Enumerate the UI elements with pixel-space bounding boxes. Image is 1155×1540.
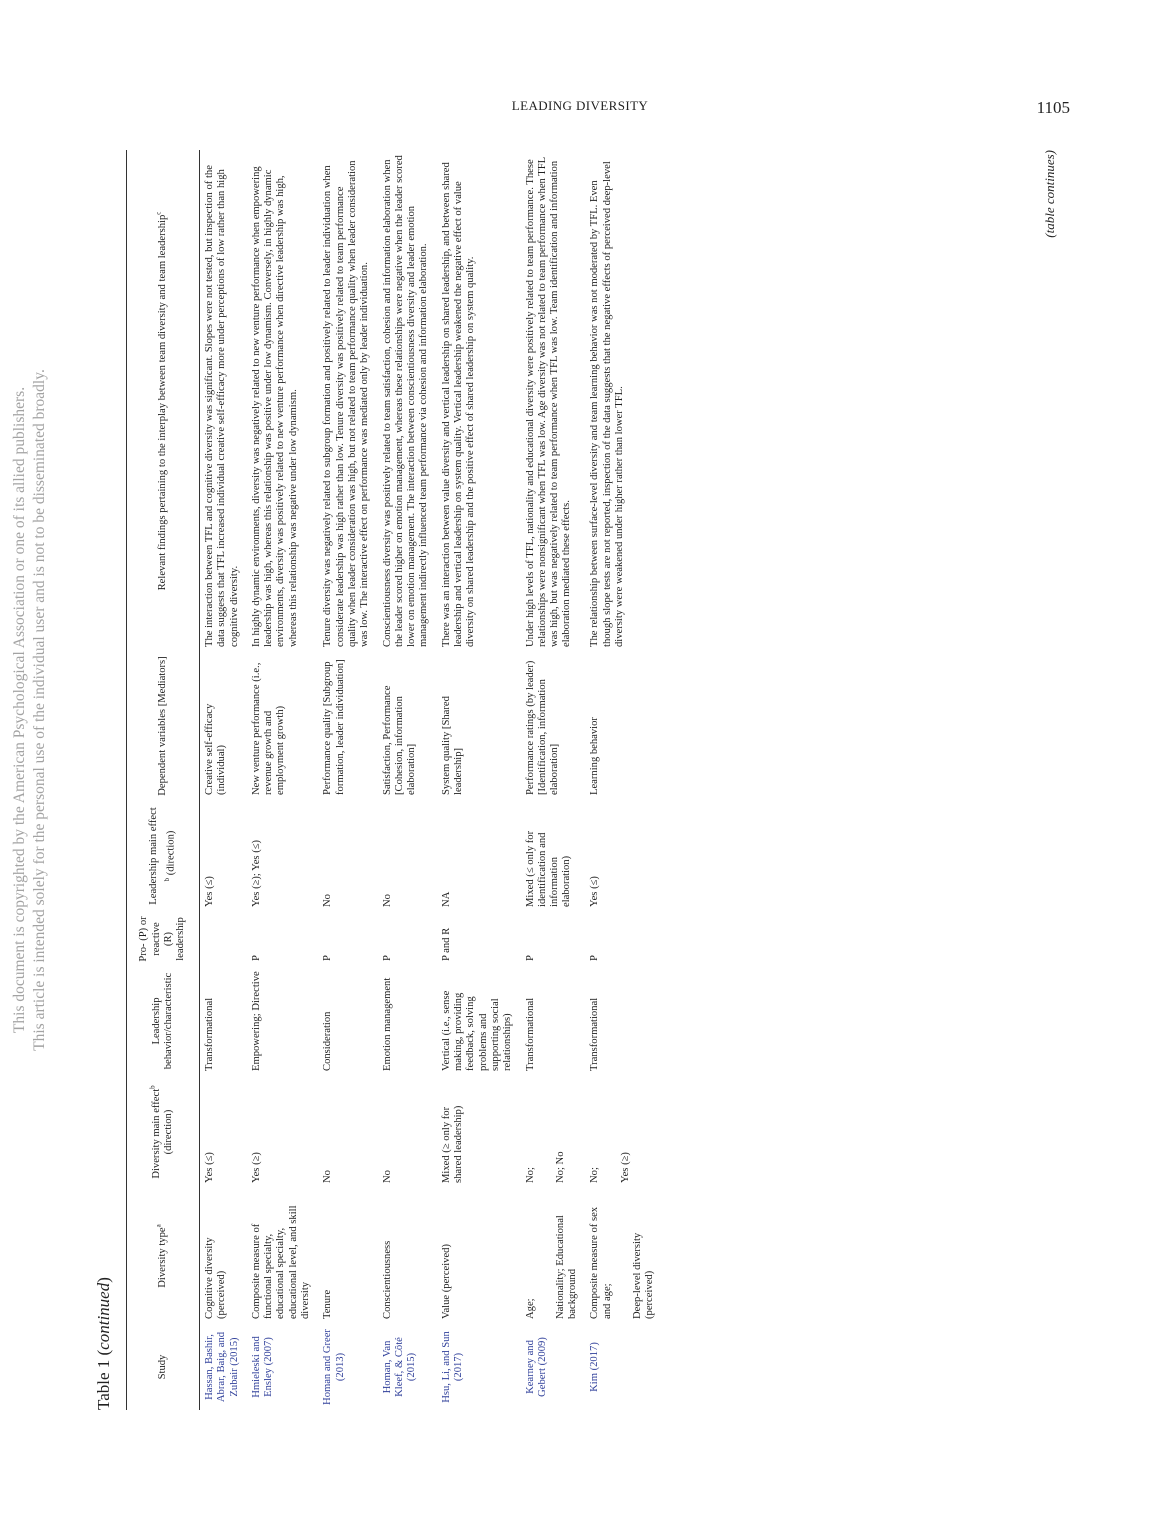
leadership-behavior-cell: Empowering; Directive [250, 971, 262, 1071]
leadership-behavior-cell: Consideration [322, 1011, 334, 1071]
table-title [94, 150, 120, 1410]
findings-table [126, 150, 663, 1410]
leadership-behavior-cell: Transformational [589, 997, 601, 1071]
leadership-behavior-cell: Emotion management [381, 977, 393, 1071]
leadership-effect-cell: No [381, 894, 393, 907]
table-row [200, 150, 247, 1410]
dependent-cell: Performance quality [Subgroup formation, leader individuation] [322, 659, 346, 795]
leadership-behavior-cell: Transformational [204, 997, 215, 1071]
study-link[interactable]: Hassan, Bashir, Abrar, Baig, and Zubair (2015) [204, 1331, 240, 1403]
findings-cell: Conscientiousness diversity was positively related to team satisfaction, cohesion and information elaboration when the leader scored higher on emotion management, whereas these relationships were negative when the leader scored lower on emotion management. The interaction between conscientiousness diversity and leader emotion management indirectly influenced team performance via cohesion and information elaboration. [381, 155, 430, 647]
col-findings: Relevant findings pertaining to the interplay between team diversity and team leadership$^c$ [154, 211, 168, 591]
diversity-type-cell: Age; Nationality; Educational background [524, 1215, 579, 1319]
diversity-effect-cell: Yes (≥) [250, 1152, 262, 1183]
table-row [585, 150, 662, 1410]
page-number: 1105 [1036, 98, 1070, 117]
proactive-cell: P and R [440, 927, 452, 961]
table-row [437, 150, 521, 1410]
proactive-cell: P [589, 955, 601, 961]
findings-cell: The interaction between TFL and cognitive diversity was significant. Slopes were not tested, but inspection of the data suggests that TFL increased individual creative self-efficacy more under perceptions of low rather than high cognitive diversity. [204, 165, 240, 647]
leadership-effect-cell: Yes (≤) [589, 876, 601, 907]
proactive-cell: P [250, 955, 262, 961]
diversity-effect-cell: No [322, 1170, 334, 1183]
leadership-effect-cell: NA [440, 891, 452, 907]
col-proactive: Pro- (P) or reactive (R) leadership [138, 916, 187, 962]
findings-cell: In highly dynamic environments, diversity was negatively related to new venture performance when empowering leadership was high, whereas this relationship was positive under low dynamism. Conversely, in highly dynamic environments, diversity was positively related to new venture performance when directive leadership was high, whereas this relationship was negative under low dynamism. [250, 166, 299, 647]
leadership-effect-cell: Yes (≥); Yes (≤) [250, 839, 262, 907]
table-title-text: Table 1 ( [94, 1349, 113, 1410]
table-header-row [127, 150, 200, 1410]
dependent-cell: New venture performance (i.e., revenue growth and employment growth) [250, 662, 287, 795]
col-leadership-effect: Leadership main effect $^b$ (direction) [148, 807, 177, 905]
table-row [378, 150, 437, 1410]
col-diversity-effect: Diversity main effect$^b$ (direction) [148, 1085, 174, 1179]
diversity-effect-cell: Yes (≤) [204, 1152, 215, 1183]
table-title-close: ) [94, 1277, 113, 1283]
study-link[interactable]: Hsu, Li, and Sun (2017) [440, 1331, 465, 1403]
table-row [318, 150, 377, 1410]
diversity-effect-cell: Mixed (≥ only for shared leadership) [440, 1105, 465, 1183]
watermark-line-2: This article is intended solely for the personal use of the individual user and is not to be disseminated broadly. [31, 369, 48, 1051]
col-dependent: Dependent variables [Mediators] [156, 656, 168, 796]
diversity-type-cell: Composite measure of functional specialty, educational specialty, educational level, and skill diversity [250, 1205, 312, 1319]
rotated-table-region [94, 150, 1057, 1410]
diversity-effect-cell: No; No; No [524, 1151, 566, 1183]
running-head: LEADING DIVERSITY [511, 98, 649, 113]
proactive-cell: P [381, 955, 393, 961]
dependent-cell: Learning behavior [589, 717, 601, 795]
findings-cell: Tenure diversity was negatively related to subgroup formation and positively related to leader individuation when considerate leadership was high rather than low. Tenure diversity was positively related to team performance quality when leader consideration was high, but not related to team performance quality when leader consideration was low. The interactive effect on performance was mediated only by leader individuation. [322, 160, 371, 647]
proactive-cell: P [322, 955, 334, 961]
study-link[interactable]: Homan and Greer (2013) [322, 1329, 346, 1405]
diversity-effect-cell: No [381, 1170, 393, 1183]
study-link[interactable]: Homan, Van Kleef, & Côté (2015) [381, 1337, 418, 1397]
proactive-cell: P [524, 955, 536, 961]
leadership-effect-cell: No [322, 894, 334, 907]
copyright-watermark [10, 120, 50, 1300]
leadership-effect-cell: Yes (≤) [204, 876, 215, 907]
watermark-line-1: This document is copyrighted by the American Psychological Association or one of its allied publishers. [11, 386, 28, 1034]
findings-cell: There was an interaction between value diversity and vertical leadership on shared leadership, and between shared leadership and vertical leadership on system quality. Vertical leadership weakened the negative effect of value diversity on shared leadership and the positive effect of shared leadership on system quality. [440, 162, 477, 647]
table-row [247, 150, 318, 1410]
proactive-cell [200, 912, 247, 966]
table-continues-note: (table continues) [1041, 150, 1057, 238]
dependent-cell: Satisfaction, Performance [Cohesion, information elaboration] [381, 685, 418, 795]
findings-cell: The relationship between surface-level diversity and team learning behavior was not moderated by TFL. Even though slope tests are not reported, inspection of the data suggests that the negative effects of perceived deep-level diversity were weakened under higher rather than lower TFL. [589, 161, 626, 647]
study-link[interactable]: Kearney and Gebert (2009) [524, 1337, 548, 1397]
col-study: Study [156, 1354, 168, 1380]
study-link[interactable]: Hmieleski and Ensley (2007) [250, 1336, 275, 1398]
diversity-type-cell: Conscientiousness [381, 1240, 393, 1319]
col-diversity-type: Diversity type$^a$ [154, 1224, 168, 1288]
diversity-type-cell: Tenure [322, 1289, 334, 1319]
table-title-continued: continued [94, 1282, 113, 1350]
dependent-cell: System quality [Shared leadership] [440, 696, 465, 795]
diversity-effect-cell: No; Yes (≥) [589, 1152, 631, 1183]
diversity-type-cell: Cognitive diversity (perceived) [204, 1237, 228, 1319]
col-leadership-behavior: Leadership behavior/characteristic [150, 972, 174, 1070]
dependent-cell: Performance ratings (by leader) [Identification, information elaboration] [524, 660, 561, 795]
study-link[interactable]: Kim (2017) [589, 1342, 601, 1392]
leadership-behavior-cell: Transformational [524, 997, 536, 1071]
findings-cell: Under high levels of TFL, nationality and educational diversity were positively related to team performance. These relationships were nonsignificant when TFL was low. Age diversity was not related to team performance when TFL was high, but was negatively related to team performance when TFL was low. Team identification and information elaboration mediated these effects. [524, 157, 573, 647]
leadership-behavior-cell: Vertical (i.e., sense making, providing feedback, solving problems and supporting social relationships) [440, 990, 514, 1071]
dependent-cell: Creative self-efficacy (individual) [204, 703, 228, 795]
diversity-type-cell: Value (perceived) [440, 1244, 452, 1319]
table-row [521, 150, 586, 1410]
leadership-effect-cell: Mixed (≤ only for identification and information elaboration) [524, 830, 573, 907]
diversity-type-cell: Composite measure of sex and age; Deep-level diversity (perceived) [589, 1206, 656, 1319]
